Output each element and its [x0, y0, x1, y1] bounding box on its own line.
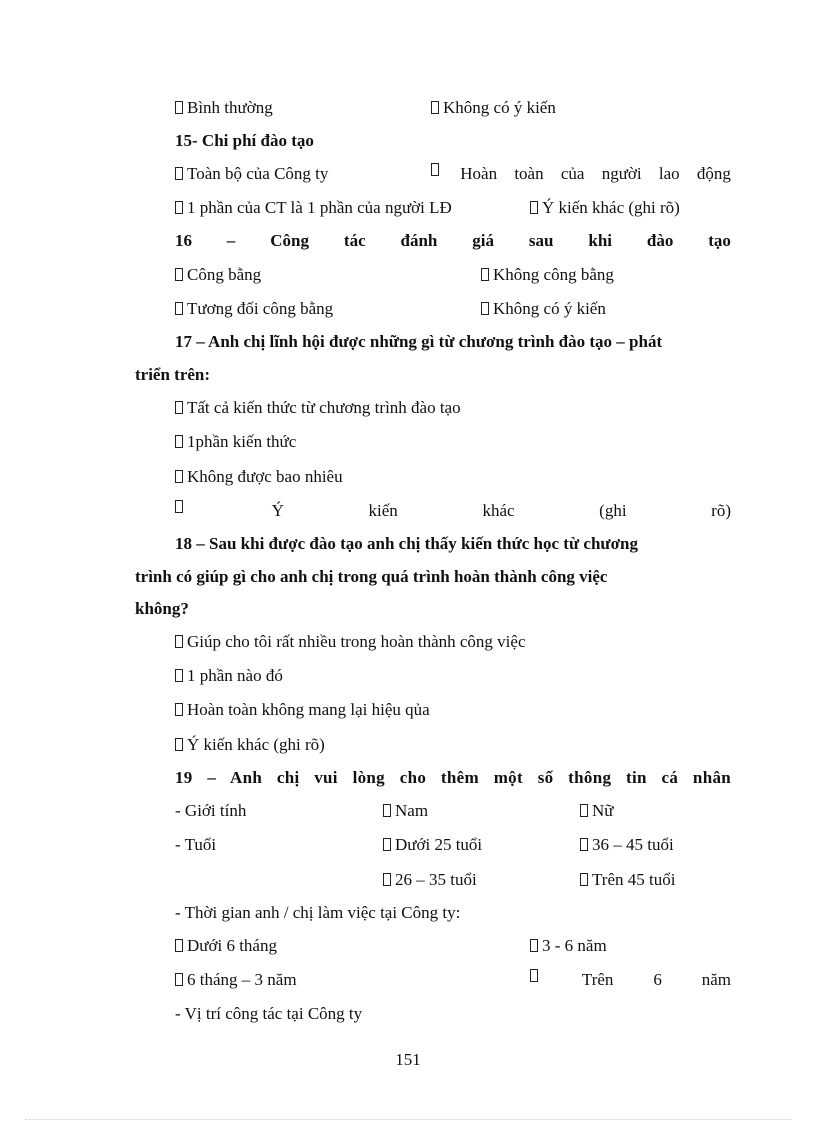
option-tenure-over-6-years[interactable]: Trên 6 năm: [530, 969, 731, 991]
question-19-title: 19 – Anh chị vui lòng cho thêm một số thông tin cá nhân: [175, 768, 731, 787]
checkbox-icon[interactable]: [175, 939, 183, 952]
option-helps-much[interactable]: Giúp cho tôi rất nhiều trong hoàn thành công việc: [175, 631, 526, 653]
age-label: - Tuổi: [175, 835, 217, 854]
option-helps-some[interactable]: 1 phần nào đó: [175, 665, 283, 687]
checkbox-icon[interactable]: [530, 201, 538, 214]
question-18-title-line1: 18 – Sau khi được đào tạo anh chị thấy kiến thức học từ chương: [175, 534, 638, 553]
option-male[interactable]: Nam: [383, 800, 428, 822]
checkbox-icon[interactable]: [580, 838, 588, 851]
checkbox-icon[interactable]: [383, 838, 391, 851]
option-tenure-6-months-3-years[interactable]: 6 tháng – 3 năm: [175, 969, 297, 991]
option-other-opinion-18[interactable]: Ý kiến khác (ghi rõ): [175, 734, 325, 756]
checkbox-icon[interactable]: [175, 470, 183, 483]
checkbox-icon[interactable]: [431, 101, 439, 114]
option-age-over-45[interactable]: Trên 45 tuổi: [580, 869, 675, 891]
checkbox-icon[interactable]: [431, 163, 439, 176]
checkbox-icon[interactable]: [383, 873, 391, 886]
checkbox-icon[interactable]: [530, 969, 538, 982]
option-unfair[interactable]: Không công bằng: [481, 264, 614, 286]
option-fair[interactable]: Công bằng: [175, 264, 261, 286]
checkbox-icon[interactable]: [175, 669, 183, 682]
question-18-title-line2: trình có giúp gì cho anh chị trong quá trình hoàn thành công việc: [135, 567, 608, 586]
checkbox-icon[interactable]: [175, 201, 183, 214]
option-all-knowledge[interactable]: Tất cả kiến thức từ chương trình đào tạo: [175, 397, 461, 419]
option-female[interactable]: Nữ: [580, 800, 614, 822]
checkbox-icon[interactable]: [580, 873, 588, 886]
option-age-under-25[interactable]: Dưới 25 tuổi: [383, 834, 482, 856]
question-16-title: 16 – Công tác đánh giá sau khi đào tạo: [175, 231, 731, 250]
option-employee-pays[interactable]: Hoàn toàn của người lao động: [431, 163, 731, 185]
checkbox-icon[interactable]: [481, 302, 489, 315]
option-no-opinion[interactable]: Không có ý kiến: [431, 97, 556, 119]
option-little-knowledge[interactable]: Không được bao nhiêu: [175, 466, 343, 488]
page-number: 151: [395, 1050, 421, 1069]
footer-divider: [25, 1119, 791, 1120]
option-company-pays[interactable]: Toàn bộ của Công ty: [175, 163, 328, 185]
checkbox-icon[interactable]: [175, 500, 183, 513]
option-age-36-45[interactable]: 36 – 45 tuổi: [580, 834, 674, 856]
option-tenure-under-6-months[interactable]: Dưới 6 tháng: [175, 935, 277, 957]
option-other-opinion[interactable]: Ý kiến khác (ghi rõ): [530, 197, 680, 219]
checkbox-icon[interactable]: [175, 703, 183, 716]
checkbox-icon[interactable]: [580, 804, 588, 817]
checkbox-icon[interactable]: [175, 435, 183, 448]
checkbox-icon[interactable]: [175, 101, 183, 114]
option-normal[interactable]: Bình thường: [175, 97, 273, 119]
checkbox-icon[interactable]: [383, 804, 391, 817]
checkbox-icon[interactable]: [175, 401, 183, 414]
option-shared-cost[interactable]: 1 phần của CT là 1 phần của người LĐ: [175, 197, 452, 219]
gender-label: - Giới tính: [175, 801, 247, 820]
checkbox-icon[interactable]: [175, 973, 183, 986]
position-label: - Vị trí công tác tại Công ty: [175, 1004, 363, 1023]
checkbox-icon[interactable]: [530, 939, 538, 952]
checkbox-icon[interactable]: [175, 738, 183, 751]
checkbox-icon[interactable]: [175, 167, 183, 180]
option-part-knowledge[interactable]: 1phần kiến thức: [175, 431, 296, 453]
tenure-label: - Thời gian anh / chị làm việc tại Công ty:: [175, 903, 461, 922]
option-other-opinion-17[interactable]: Ý kiến khác (ghi rõ): [175, 500, 731, 522]
checkbox-icon[interactable]: [175, 635, 183, 648]
question-17-title-line1: 17 – Anh chị lĩnh hội được những gì từ chương trình đào tạo – phát: [175, 332, 663, 351]
question-17-title-line2: triển trên:: [135, 365, 211, 384]
option-no-opinion-16[interactable]: Không có ý kiến: [481, 298, 606, 320]
checkbox-icon[interactable]: [175, 302, 183, 315]
checkbox-icon[interactable]: [175, 268, 183, 281]
checkbox-icon[interactable]: [481, 268, 489, 281]
option-age-26-35[interactable]: 26 – 35 tuổi: [383, 869, 477, 891]
question-15-title: 15- Chi phí đào tạo: [175, 131, 314, 150]
question-18-title-line3: không?: [135, 599, 189, 618]
option-tenure-3-6-years[interactable]: 3 - 6 năm: [530, 935, 607, 957]
option-no-effect[interactable]: Hoàn toàn không mang lại hiệu qủa: [175, 699, 430, 721]
option-relatively-fair[interactable]: Tương đối công bằng: [175, 298, 333, 320]
